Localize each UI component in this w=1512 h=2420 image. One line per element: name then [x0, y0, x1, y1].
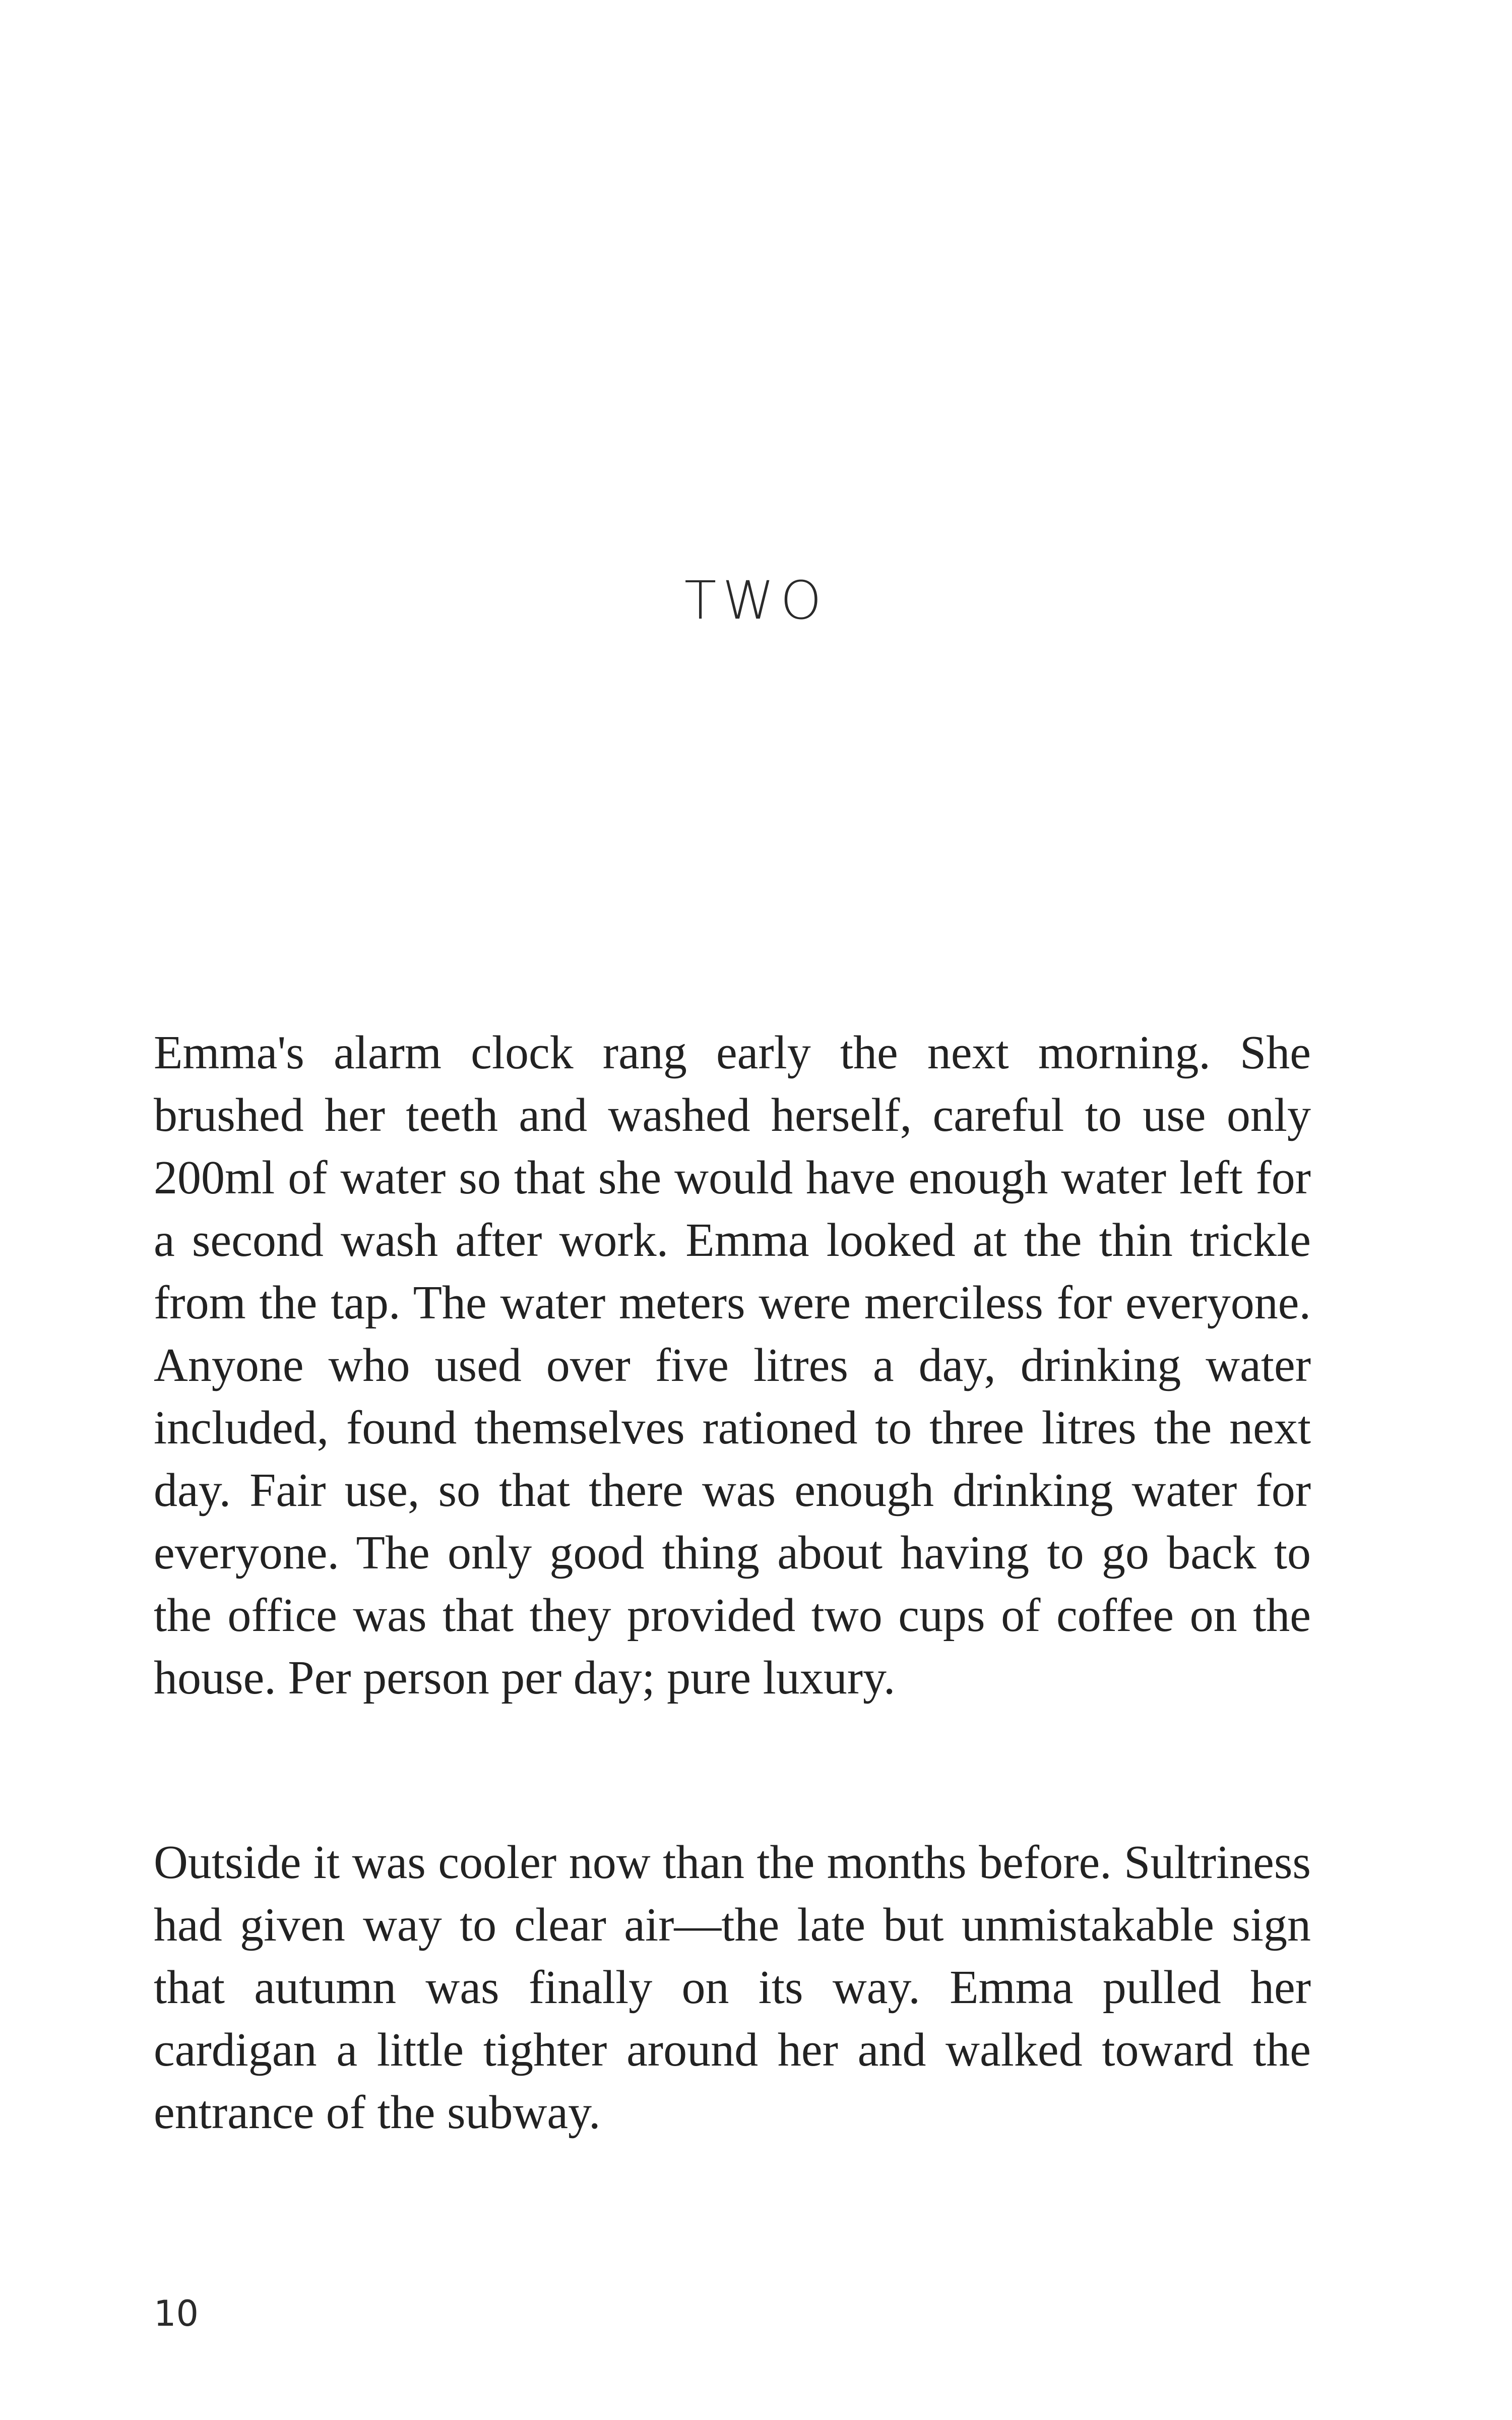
- paragraph-1: Emma's alarm clock rang early the next morning. She brushed her teeth and washed herself, careful to use only 200ml of water so that she would have enough water left for a second wash after work. Emma looked at the thin trickle from the tap. The water meters were merciless for everyone. Anyone who used over five litres a day, drinking water included, found themselves rationed to three litres the next day. Fair use, so that there was enough drinking water for everyone. The only good thing about having to go back to the office was that they provided two cups of coffee on the house. Per person per day; pure luxury.: [154, 1026, 1311, 1704]
- paragraph-2: Outside it was cooler now than the months before. Sultriness had given way to clear air—the late but unmistakable sign that autumn was finally on its way. Emma pulled her cardigan a little tighter around her and walked toward the entrance of the subway.: [154, 1836, 1311, 2139]
- chapter-title: TWO: [684, 570, 828, 631]
- page-number: 10: [154, 2293, 199, 2334]
